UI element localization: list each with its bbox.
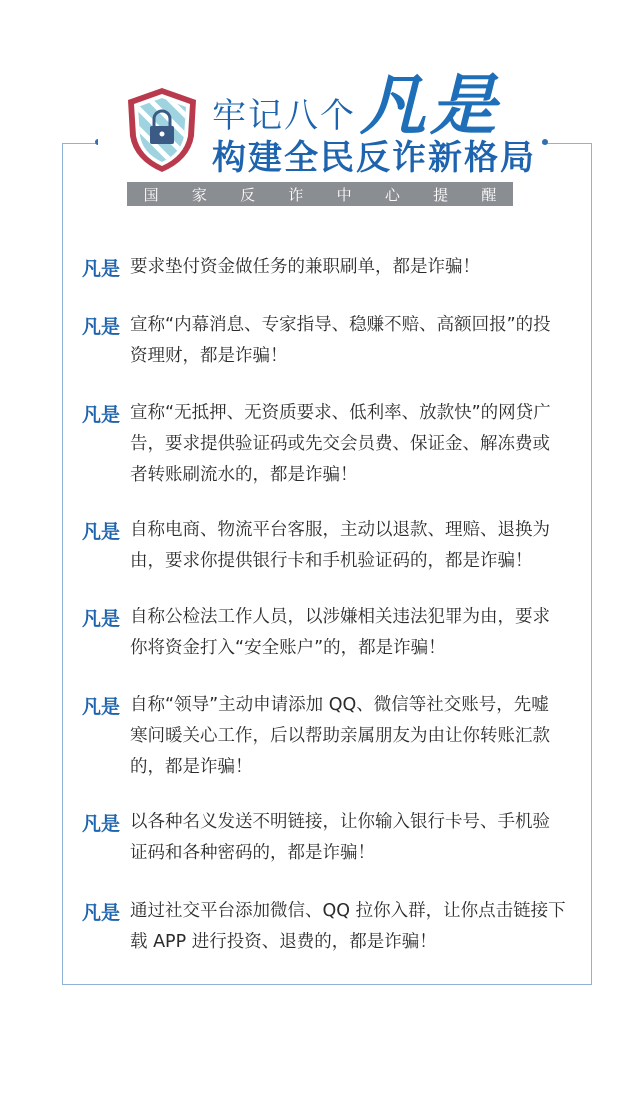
list-item — [82, 602, 566, 664]
banner-char: 反 — [240, 185, 256, 204]
banner-char: 中 — [336, 185, 352, 204]
item-tag: 凡是 — [82, 608, 121, 630]
item-text: 自称电商、物流平台客服，主动以退款、理赔、退换为由，要求你提供银行卡和手机验证码的，都是诈骗！ — [130, 520, 550, 571]
banner-char: 家 — [191, 185, 207, 204]
list-item — [82, 252, 566, 283]
item-tag: 凡是 — [82, 696, 121, 718]
banner-char: 提 — [433, 185, 449, 204]
list-item — [82, 310, 566, 372]
title-line2: 构建全民反诈新格局 — [212, 138, 536, 178]
list-item — [82, 896, 566, 958]
list-item — [82, 515, 566, 577]
item-tag: 凡是 — [82, 316, 121, 338]
list-item — [82, 690, 566, 783]
item-text: 自称公检法工作人员，以涉嫌相关违法犯罪为由，要求你将资金打入“安全账户”的，都是诈骗！ — [130, 607, 550, 658]
banner-char: 心 — [384, 185, 400, 204]
banner-char: 醒 — [481, 185, 497, 204]
item-text: 以各种名义发送不明链接，让你输入银行卡号、手机验证码和各种密码的，都是诈骗！ — [130, 812, 550, 863]
item-text: 通过社交平台添加微信、QQ 拉你入群，让你点击链接下载 APP 进行投资、退费的，都是诈骗！ — [130, 901, 566, 952]
title-big: 凡是 — [360, 66, 500, 144]
banner — [127, 182, 513, 206]
title-line1: 牢记八个 — [212, 96, 356, 136]
banner-char: 诈 — [288, 185, 304, 204]
item-text: 要求垫付资金做任务的兼职刷单，都是诈骗！ — [130, 257, 480, 277]
banner-char: 国 — [143, 185, 159, 204]
item-tag: 凡是 — [82, 404, 121, 426]
item-text: 宣称“无抵押、无资质要求、低利率、放款快”的网贷广告，要求提供验证码或先交会员费、保证金、解冻费或者转账刷流水的，都是诈骗！ — [130, 403, 551, 485]
item-text: 自称“领导”主动申请添加 QQ、微信等社交账号，先嘘寒问暖关心工作，后以帮助亲属朋友为由让你转账汇款的，都是诈骗！ — [130, 695, 550, 777]
item-tag: 凡是 — [82, 258, 121, 280]
frame-dot-right — [542, 139, 548, 145]
shield-lock-icon — [126, 86, 198, 174]
item-tag: 凡是 — [82, 521, 121, 543]
list-item — [82, 398, 566, 491]
list-item — [82, 807, 566, 869]
item-tag: 凡是 — [82, 813, 121, 835]
item-tag: 凡是 — [82, 902, 121, 924]
item-text: 宣称“内幕消息、专家指导、稳赚不赔、高额回报”的投资理财，都是诈骗！ — [130, 315, 551, 366]
